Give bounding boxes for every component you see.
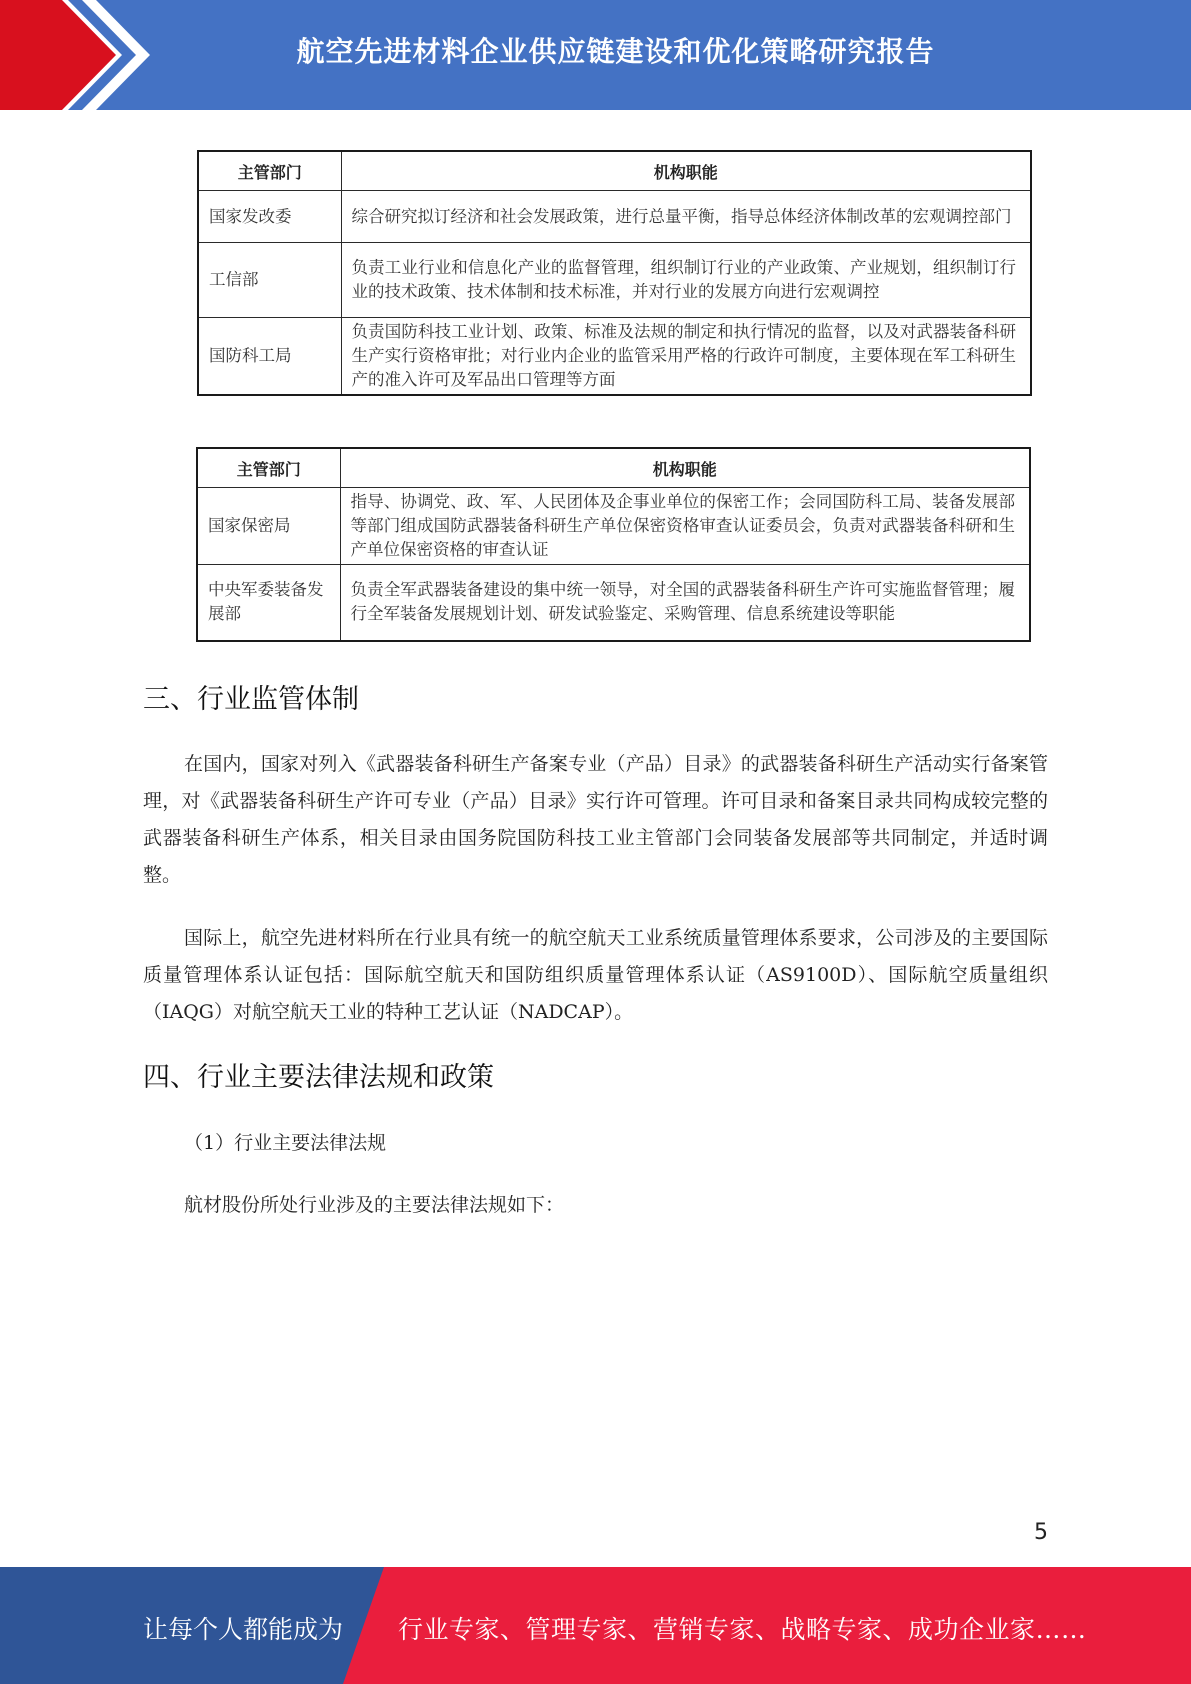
header-banner — [0, 0, 1191, 110]
table-row — [197, 488, 1030, 565]
department-cell: 国家保密局 — [197, 488, 340, 565]
column-header-function: 机构职能 — [340, 448, 1030, 488]
paragraph-international-certification: 国际上，航空先进材料所在行业具有统一的航空航天工业系统质量管理体系要求，公司涉及的主要国际质量管理体系认证包括：国际航空航天和国防组织质量管理体系认证（AS9100D）、国际航空质量组织（IAQG）对航空航天工业的特种工艺认证（NADCAP）。 — [143, 927, 1048, 1023]
report-title: 航空先进材料企业供应链建设和优化策略研究报告 — [296, 35, 935, 68]
function-cell: 综合研究拟订经济和社会发展政策，进行总量平衡，指导总体经济体制改革的宏观调控部门 — [341, 191, 1031, 243]
department-cell: 国防科工局 — [198, 318, 341, 396]
department-cell: 中央军委装备发展部 — [197, 565, 340, 641]
section-heading-regulatory-system: 三、行业监管体制 — [143, 684, 359, 715]
table-row — [198, 318, 1031, 396]
section-heading-laws-policies: 四、行业主要法律法规和政策 — [143, 1062, 494, 1093]
function-cell: 负责国防科技工业计划、政策、标准及法规的制定和执行情况的监督，以及对武器装备科研生产实行资格审批；对行业内企业的监管采用严格的行政许可制度，主要体现在军工科研生产的准入许可及军品出口管理等方面 — [341, 318, 1031, 396]
table-row — [198, 243, 1031, 318]
function-cell: 负责工业行业和信息化产业的监督管理，组织制订行业的产业政策、产业规划，组织制订行业的技术政策、技术体制和技术标准，并对行业的发展方向进行宏观调控 — [341, 243, 1031, 318]
function-cell: 指导、协调党、政、军、人民团体及企事业单位的保密工作；会同国防科工局、装备发展部等部门组成国防武器装备科研生产单位保密资格审查认证委员会，负责对武器装备科研和生产单位保密资格的审查认证 — [340, 488, 1030, 565]
page-number: 5 — [1034, 1520, 1048, 1545]
footer-banner — [0, 1567, 1191, 1684]
column-header-department: 主管部门 — [197, 448, 340, 488]
column-header-function: 机构职能 — [341, 151, 1031, 191]
department-functions-table-1 — [197, 150, 1032, 396]
table-row — [197, 565, 1030, 641]
subheading-main-laws: （1）行业主要法律法规 — [184, 1132, 387, 1154]
paragraph-laws-intro: 航材股份所处行业涉及的主要法律法规如下： — [184, 1194, 565, 1216]
column-header-department: 主管部门 — [198, 151, 341, 191]
table-row — [198, 191, 1031, 243]
department-functions-table-2 — [196, 447, 1031, 642]
department-cell: 国家发改委 — [198, 191, 341, 243]
paragraph-domestic-regulation: 在国内，国家对列入《武器装备科研生产备案专业（产品）目录》的武器装备科研生产活动实行备案管理，对《武器装备科研生产许可专业（产品）目录》实行许可管理。许可目录和备案目录共同构成较完整的武器装备科研生产体系，相关目录由国务院国防科技工业主管部门会同装备发展部等共同制定，并适时调整。 — [143, 753, 1048, 886]
footer-slogan-left: 让每个人都能成为 — [143, 1615, 344, 1644]
table-header-row — [198, 151, 1031, 191]
table-header-row — [197, 448, 1030, 488]
department-cell: 工信部 — [198, 243, 341, 318]
footer-slogan-right: 行业专家、管理专家、营销专家、战略专家、成功企业家…… — [398, 1615, 1087, 1644]
function-cell: 负责全军武器装备建设的集中统一领导，对全国的武器装备科研生产许可实施监督管理；履行全军装备发展规划计划、研发试验鉴定、采购管理、信息系统建设等职能 — [340, 565, 1030, 641]
